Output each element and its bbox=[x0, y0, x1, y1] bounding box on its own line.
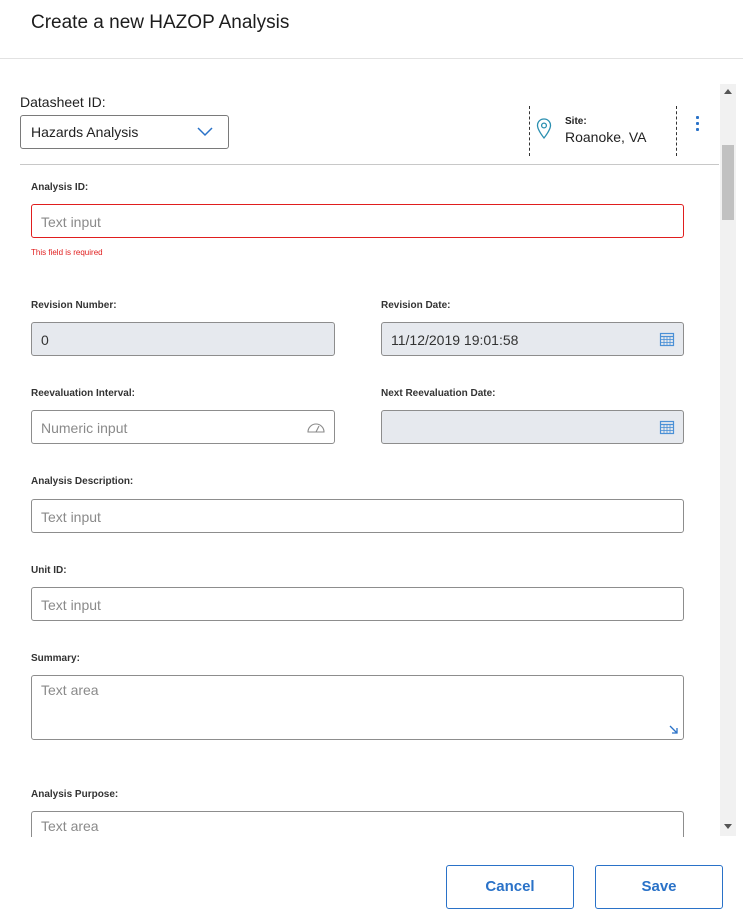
dialog-title: Create a new HAZOP Analysis bbox=[31, 12, 290, 33]
revision-number-field: 0 bbox=[31, 322, 335, 356]
calendar-icon[interactable] bbox=[659, 331, 675, 347]
scrollbar-thumb[interactable] bbox=[722, 145, 734, 220]
location-pin-icon bbox=[536, 118, 552, 140]
cancel-button[interactable]: Cancel bbox=[446, 865, 574, 909]
scroll-down-arrow-icon[interactable] bbox=[724, 824, 732, 829]
chevron-down-icon bbox=[197, 127, 213, 137]
analysis-description-label: Analysis Description: bbox=[31, 476, 134, 487]
title-divider bbox=[0, 58, 743, 59]
kebab-menu-icon[interactable] bbox=[693, 116, 701, 134]
site-value: Roanoke, VA bbox=[565, 129, 647, 145]
resize-handle-icon[interactable] bbox=[668, 724, 679, 735]
reevaluation-interval-label: Reevaluation Interval: bbox=[31, 388, 135, 399]
summary-label: Summary: bbox=[31, 653, 80, 664]
datasheet-id-value: Hazards Analysis bbox=[31, 124, 139, 140]
datasheet-id-label: Datasheet ID: bbox=[20, 94, 106, 110]
form-divider bbox=[20, 164, 719, 165]
unit-id-label: Unit ID: bbox=[31, 565, 67, 576]
analysis-purpose-label: Analysis Purpose: bbox=[31, 789, 119, 800]
calendar-icon[interactable] bbox=[659, 419, 675, 435]
analysis-purpose-textarea[interactable] bbox=[31, 811, 684, 837]
summary-placeholder: Text area bbox=[41, 682, 99, 698]
analysis-description-input[interactable]: Text input bbox=[31, 499, 684, 533]
analysis-id-error: This field is required bbox=[31, 248, 103, 257]
unit-id-input[interactable]: Text input bbox=[31, 587, 684, 621]
datasheet-id-select[interactable] bbox=[20, 115, 229, 149]
analysis-id-label: Analysis ID: bbox=[31, 182, 89, 193]
next-reevaluation-date-field bbox=[381, 410, 684, 444]
site-panel bbox=[529, 106, 677, 156]
reevaluation-interval-placeholder: Numeric input bbox=[41, 420, 128, 436]
summary-textarea[interactable] bbox=[31, 675, 684, 740]
site-label: Site: bbox=[565, 116, 587, 127]
revision-date-label: Revision Date: bbox=[381, 300, 451, 311]
save-button[interactable]: Save bbox=[595, 865, 723, 909]
analysis-id-input[interactable]: Text input bbox=[31, 204, 684, 238]
next-reevaluation-date-label: Next Reevaluation Date: bbox=[381, 388, 496, 399]
analysis-purpose-placeholder: Text area bbox=[41, 818, 99, 834]
gauge-icon bbox=[306, 421, 326, 433]
revision-number-label: Revision Number: bbox=[31, 300, 117, 311]
reevaluation-interval-input[interactable] bbox=[31, 410, 335, 444]
scroll-up-arrow-icon[interactable] bbox=[724, 89, 732, 94]
revision-date-value: 11/12/2019 19:01:58 bbox=[391, 332, 519, 348]
revision-date-field bbox=[381, 322, 684, 356]
